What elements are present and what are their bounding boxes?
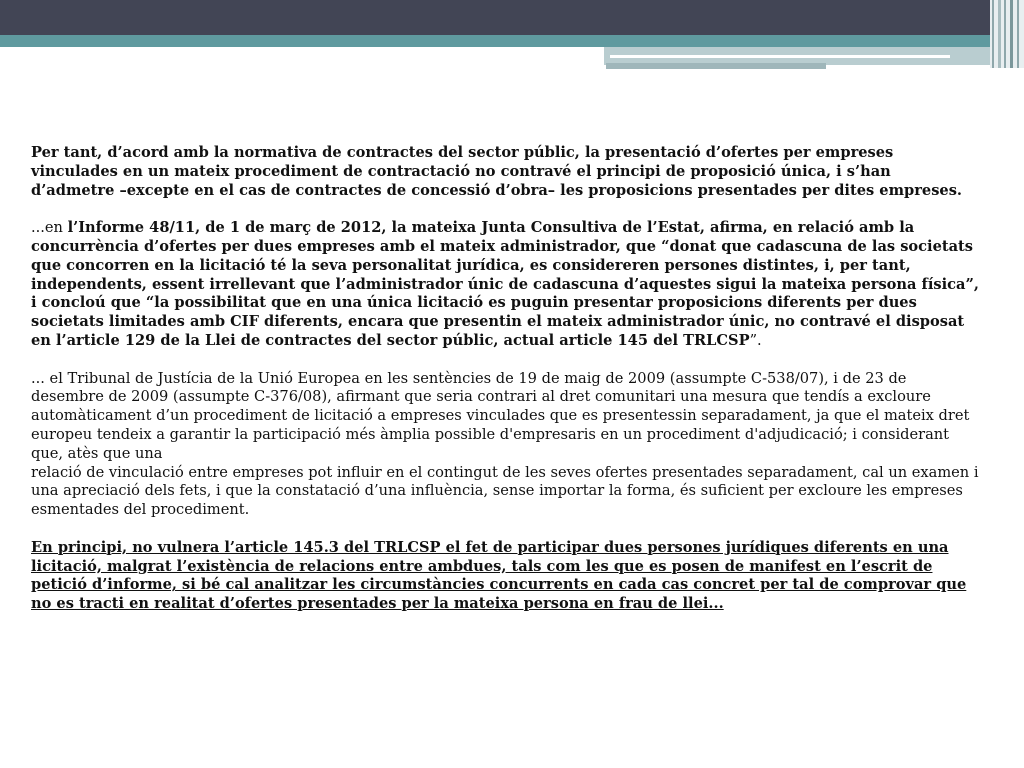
slide-body [31,144,979,633]
paragraph-3: ... el Tribunal de Justícia de la Unió Europea en les sentències de 19 de maig de 2009 (assumpte C-538/07), i de 23 de desembre de 2009 (assumpte C-376/08), afirmant que seria contrari al dret comunitari una mesura que tendís a excloure automàticament d’un procediment de licitació a empreses vinculades que es presentessin separadament, ja que el mateix dret europeu tendeix a garantir la participació més àmplia possible d'empresaris en un procediment d'adjudicació; i considerant que, atès que una relació de vinculació entre empreses pot influir en el contingut de les seves ofertes presentades separadament, cal un examen i una apreciació dels fets, i que la constatació d’una influència, sense importar la forma, és suficient per excloure les empreses esmentades del procediment. [31,369,979,519]
header-band-teal [0,35,1024,47]
header-accent-line-gray [606,63,826,69]
paragraph-4: En principi, no vulnera l’article 145.3 del TRLCSP el fet de participar dues persones jurídiques diferents en una licitació, malgrat l’existència de relacions entre ambdues, tals com les que es posen de manifest en l’escrit de petició d’informe, si bé cal analitzar les circumstàncies concurrents en cada cas concret per tal de comprovar que no es tracti en realitat d’ofertes presentades per la mateixa persona en frau de llei... [31,538,967,613]
decorative-stripes [990,0,1024,68]
paragraph-2 [31,219,979,351]
header-band-dark [0,0,1024,35]
paragraph-1: Per tant, d’acord amb la normativa de contractes del sector públic, la presentació d’ofertes per empreses vinculades en un mateix procediment de contractació no contravé el principi de proposició única, i s’han d’admetre –excepte en el cas de contractes de concessió d’obra– les proposicions presentades per dites empreses. [31,144,962,199]
paragraph-2-prefix: ...en [31,219,68,237]
paragraph-2-suffix: ”. [749,331,762,349]
header-accent-line [610,55,950,58]
paragraph-2-body: l’Informe 48/11, de 1 de març de 2012, la mateixa Junta Consultiva de l’Estat, afirma, en relació amb la concurrència d’ofertes per dues empreses amb el mateix administrador, que “donat que cadascuna de las societats que concorren en la licitació té la seva personalitat jurídica, es considereren persones distintes, i, per tant, independents, essent irrellevant que l’administrador únic de cadascuna d’aquestes sigui la mateixa persona física”, i concloú que “la possibilitat que en una única licitació es puguin presentar proposicions diferents per dues societats limitades amb CIF diferents, encara que presentin el mateix administrador únic, no contravé el disposat en l’article 129 de la Llei de contractes del sector públic, actual article 145 del TRLCSP [31,219,979,349]
